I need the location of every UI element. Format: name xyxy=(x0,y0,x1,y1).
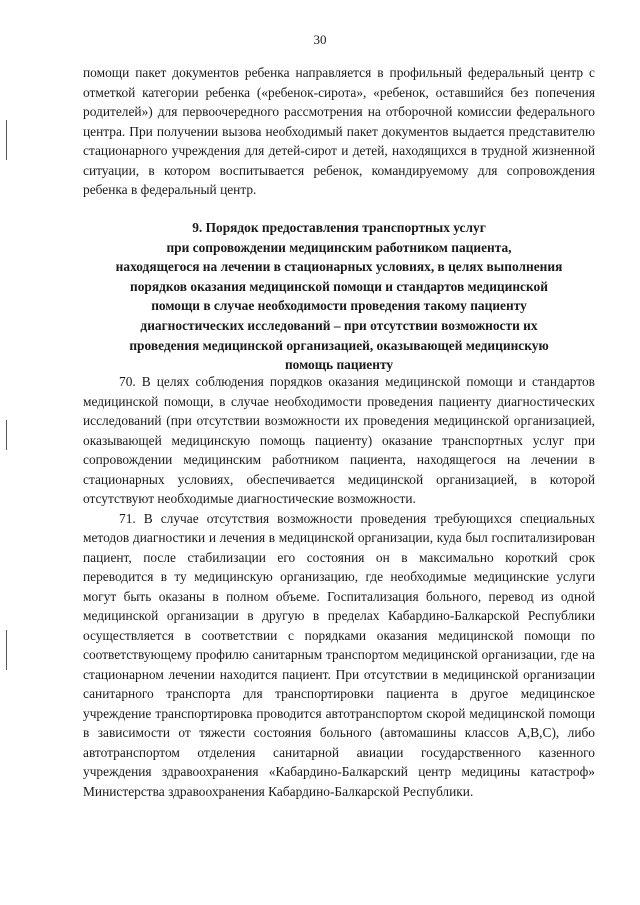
paragraph-70: 70. В целях соблюдения порядков оказания медицинской помощи и стандартов медицинской помощи, в случае необходимости проведения пациенту диагностических исследований (при отсутствии возможности их проведения медицинской организацией, оказывающей медицинскую помощь пациенту) оказание транспортных услуг при сопровождении медицинским работником пациента, находящегося на лечении в стационарных условиях, обеспечивается медицинской организацией, в которой отсутствуют необходимые диагностические возможности. xyxy=(83,374,595,506)
section-title-line: порядков оказания медицинской помощи и стандартов медицинской xyxy=(130,278,548,294)
section-title xyxy=(88,218,590,375)
section-title-line: диагностических исследований – при отсутствии возможности их xyxy=(140,317,538,333)
page-number: 30 xyxy=(313,32,327,47)
section-title-line: 9. Порядок предоставления транспортных услуг xyxy=(192,220,486,235)
section-title-line: проведения медицинской организацией, оказывающей медицинскую xyxy=(129,337,549,353)
section-title-line: помощи в случае необходимости проведения такому пациенту xyxy=(151,298,527,314)
section-title-line: находящегося на лечении в стационарных условиях, в целях выполнения xyxy=(115,259,563,275)
section-title-line: помощь пациенту xyxy=(284,357,394,373)
scan-edge-mark-bottom xyxy=(6,630,7,670)
section-title-line: при сопровождении медицинским работником пациента, xyxy=(166,239,512,255)
intro-paragraph: помощи пакет документов ребенка направляется в профильный федеральный центр с отметкой категории ребенка («ребенок-сирота», «ребенок, оставшийся без попечения родителей») для первоочередного рассмотрения на отборочной комиссии федерального центра. При получении вызова необходимый пакет документов выдается представителю стационарного учреждения для детей-сирот и детей, находящихся в трудной жизненной ситуации, в котором воспитывается ребенок, командируемому для сопровождения ребенка в федеральный центр. xyxy=(83,65,595,197)
scan-edge-mark-middle xyxy=(6,420,7,450)
body-text xyxy=(83,372,595,801)
scan-edge-mark-top xyxy=(6,120,7,160)
paragraph-71: 71. В случае отсутствия возможности проведения требующихся специальных методов диагностики и лечения в медицинской организации, куда был госпитализирован пациент, после стабилизации его состояния он в максимально короткий срок переводится в ту медицинскую организацию, где необходимые медицинские услуги могут быть оказаны в полном объеме. Госпитализация больного, перевод из одной медицинской организации в другую в пределах Кабардино-Балкарской Республики осуществляется в соответствии с порядками оказания медицинской помощи по соответствующему профилю санитарным транспортом медицинской организации, где на стационарном лечении находится пациент. При отсутствии в медицинской организации санитарного транспорта для транспортировки пациента в другое медицинское учреждение транспортировка проводится автотранспортом скорой медицинской помощи в зависимости от тяжести состояния больного (автомашины классов А,В,С), либо автотранспортом отделения санитарной авиации государственного казенного учреждения здравоохранения «Кабардино-Балкарский центр медицины катастроф» Министерства здравоохранения Кабардино-Балкарской Республики. xyxy=(83,510,595,799)
